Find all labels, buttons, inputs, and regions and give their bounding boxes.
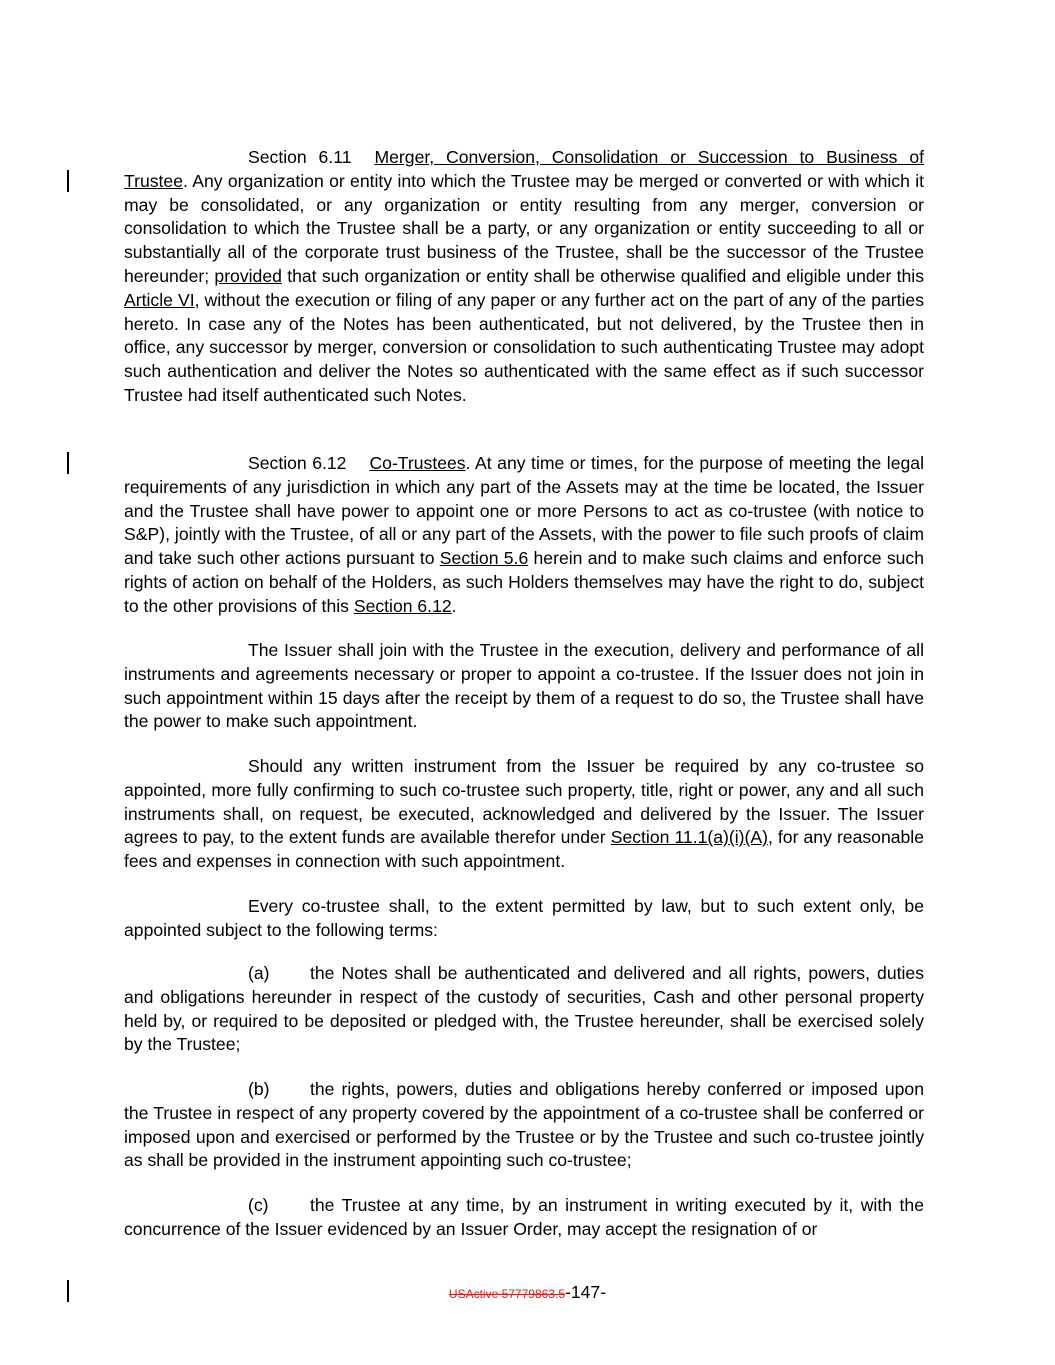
page-number: -147- (565, 1282, 607, 1302)
section-reference: Section 11.1(a)(i)(A) (610, 827, 768, 848)
issuer-join-paragraph: The Issuer shall join with the Trustee in the execution, delivery and performance of all instruments and agreements necessary or proper to appoint a co-trustee. If the Issuer does not join in such appointment within 15 days after the receipt by them of a request to do so, the Trustee shall have the power to make such appointment. (124, 640, 924, 732)
page-footer (0, 1280, 1055, 1306)
item-label: (b) (248, 1079, 270, 1099)
section-heading: Co-Trustees (369, 453, 466, 473)
written-instrument-section (124, 755, 924, 874)
issuer-join-section (124, 639, 924, 734)
section-number: Section 6.11 (248, 147, 352, 167)
section-heading: Merger, Conversion, Consolidation or Succession to Business of Trustee (124, 147, 924, 191)
item-label: (a) (248, 963, 270, 983)
document-id: USActive 57779863.5 (448, 1287, 565, 1301)
provided-term: provided (214, 265, 282, 286)
written-instrument-paragraph: Should any written instrument from the Issuer be required by any co-trustee so appointed, more fully confirming to such co-trustee such property, title, right or power, any and all such instruments shall, on request, be executed, acknowledged and delivered by the Issuer. The Issuer agrees to pay, to the extent funds are available therefor under Section 11.1(a)(i)(A), for any reasonable fees and expenses in connection with such appointment. (124, 756, 924, 872)
item-text: the Notes shall be authenticated and delivered and all rights, powers, duties and obligations hereunder in respect of the custody of securities, Cash and other personal property held by, or required to be deposited or pledged with, the Trustee hereunder, shall be exercised solely by the Trustee; (124, 963, 924, 1055)
every-cotrustee-section (124, 895, 924, 943)
item-text: the rights, powers, duties and obligations hereby conferred or imposed upon the Trustee in respect of any property covered by the appointment of a co-trustee shall be conferred or imposed upon and exercised or performed by the Trustee or by the Trustee and such co-trustee jointly as shall be provided in the instrument appointing such co-trustee; (124, 1079, 924, 1171)
section-6-11 (124, 146, 924, 408)
section-reference: Section 6.12 (353, 595, 452, 616)
list-item (124, 962, 924, 1057)
item-text: the Trustee at any time, by an instrument in writing executed by it, with the concurrence of the Issuer evidenced by an Issuer Order, may accept the resignation of or (124, 1195, 924, 1239)
section-6-11-paragraph: Section 6.11 Merger, Conversion, Consolidation or Succession to Business of Trustee. Any organization or entity into which the Trustee may be merged or converted or with which it may be consolidated, or any organization or entity resulting from any merger, conversion or consolidation to which the Trustee shall be a party, or any organization or entity succeeding to all or substantially all of the corporate trust business of the Trustee, shall be the successor of the Trustee hereunder; provided that such organization or entity shall be otherwise qualified and eligible under this Article VI, without the execution or filing of any paper or any further act on the part of any of the parties hereto. In case any of the Notes has been authenticated, but not delivered, by the Trustee then in office, any successor by merger, conversion or consolidation to such authenticating Trustee may adopt such authentication and deliver the Notes so authenticated with the same effect as if such successor Trustee had itself authenticated such Notes. (124, 147, 924, 405)
list-item (124, 1078, 924, 1173)
list-item (124, 1194, 924, 1242)
change-bar (67, 452, 69, 474)
section-reference: Section 5.6 (439, 548, 529, 569)
change-bar (67, 170, 69, 192)
article-reference: Article VI (124, 289, 195, 310)
every-cotrustee-paragraph: Every co-trustee shall, to the extent permitted by law, but to such extent only, be appointed subject to the following terms: (124, 896, 924, 940)
item-label: (c) (248, 1195, 269, 1215)
section-6-12 (124, 452, 924, 619)
section-number: Section 6.12 (248, 453, 347, 473)
section-6-12-paragraph: Section 6.12 Co-Trustees. At any time or times, for the purpose of meeting the legal requirements of any jurisdiction in which any part of the Assets may at the time be located, the Issuer and the Trustee shall have power to appoint one or more Persons to act as co-trustee (with notice to S&P), jointly with the Trustee, of all or any part of the Assets, with the power to file such proofs of claim and take such other actions pursuant to Section 5.6 herein and to make such claims and enforce such rights of action on behalf of the Holders, as such Holders themselves may have the right to do, subject to the other provisions of this Section 6.12. (124, 453, 925, 616)
